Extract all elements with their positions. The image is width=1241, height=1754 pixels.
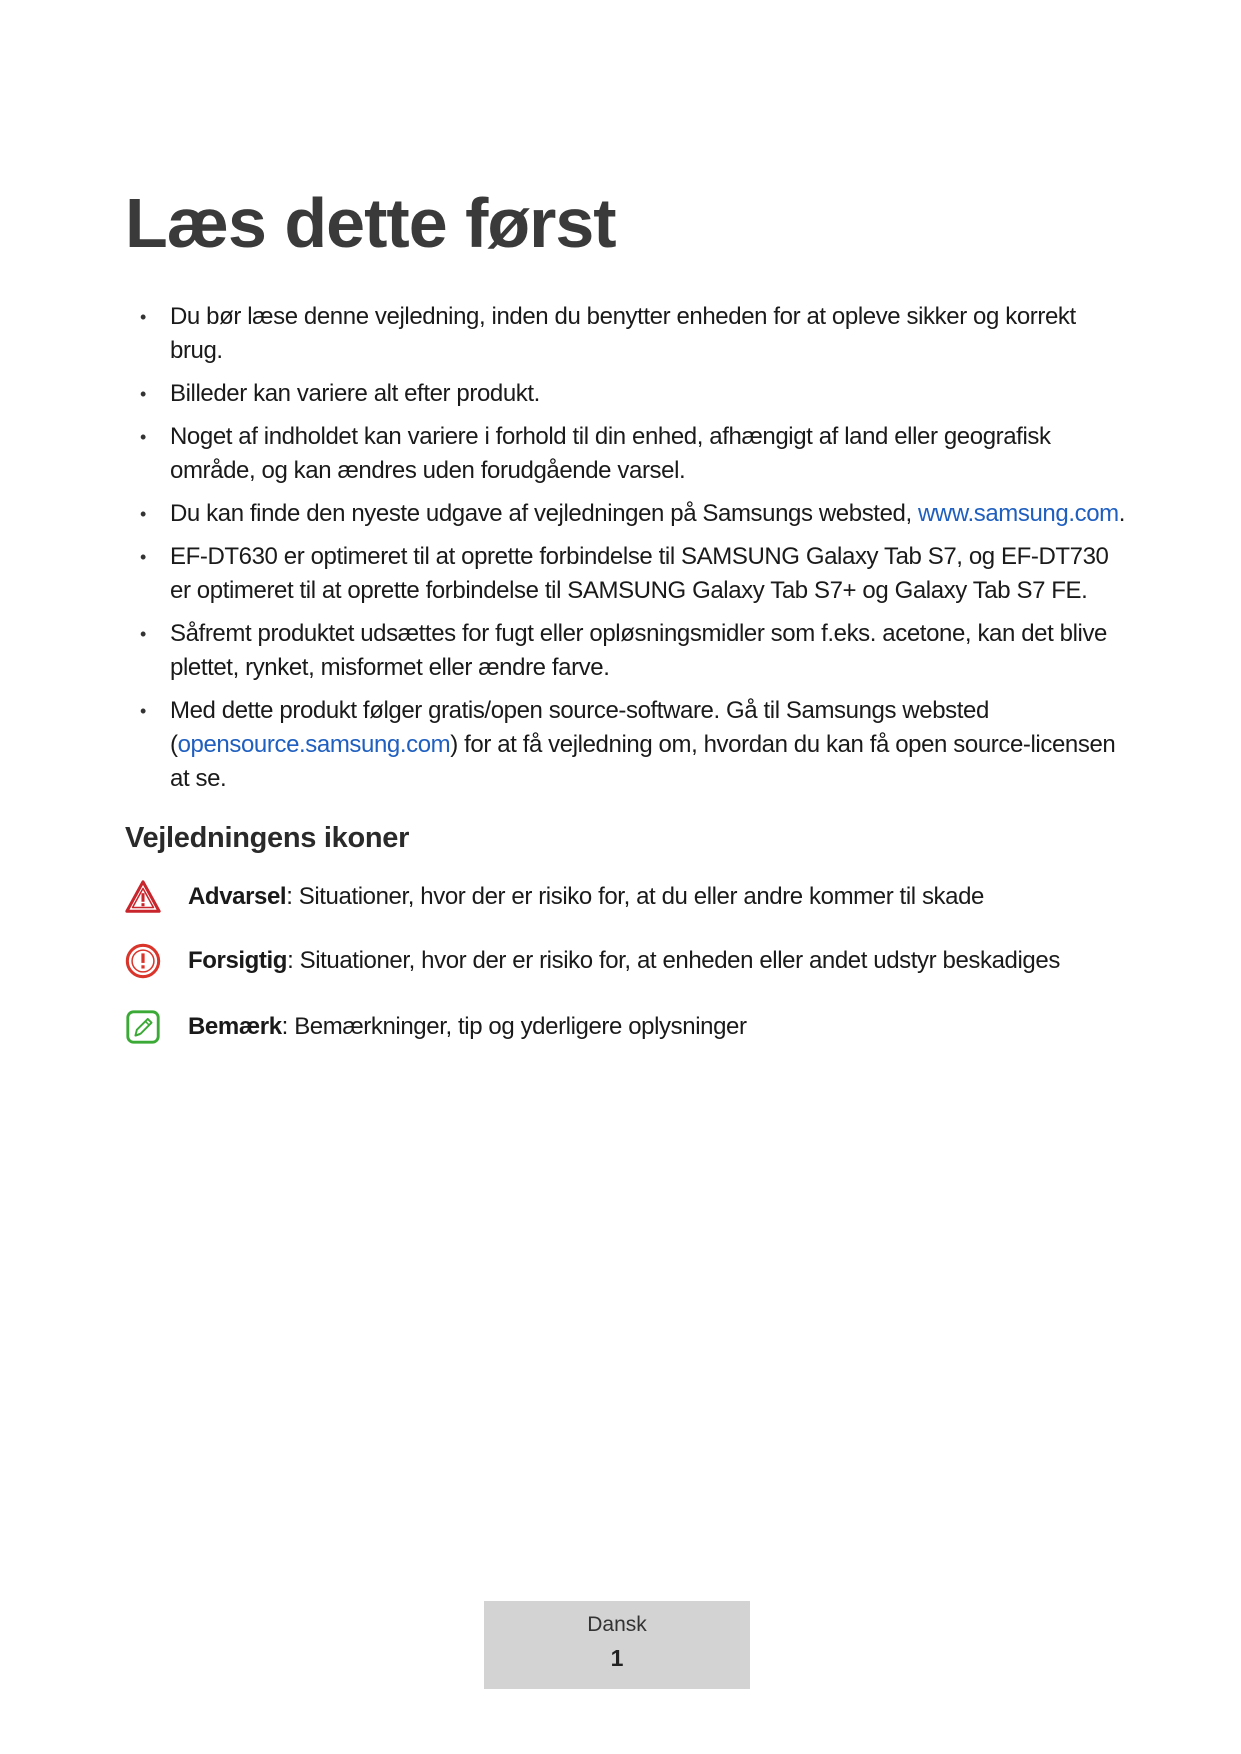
bullet-item-7 — [140, 694, 1130, 796]
note-description — [188, 1013, 747, 1041]
bullet-text-pre: Du kan finde den nyeste udgave af vejledningen på Samsungs websted, — [170, 500, 918, 527]
intro-bullet-list — [140, 300, 1130, 805]
bullet-item-3 — [140, 420, 1130, 488]
icons-section-title: Vejledningens ikoner — [125, 822, 410, 854]
bullet-item-5 — [140, 540, 1130, 608]
bullet-text-post: . — [1118, 500, 1126, 527]
icon-row-warning — [124, 878, 984, 916]
caution-circle-icon — [124, 942, 162, 980]
note-pencil-icon — [124, 1008, 162, 1046]
bullet-dot-icon: • — [140, 701, 146, 721]
bullet-item-1 — [140, 300, 1130, 368]
page-footer — [484, 1601, 750, 1689]
warning-label: Advarsel — [188, 883, 287, 910]
bullet-text: Såfremt produktet udsættes for fugt eller opløsningsmidler som f.eks. acetone, kan det blive plettet, rynket, misformet eller ændre farve. — [170, 620, 1108, 681]
warning-triangle-icon — [124, 878, 162, 916]
bullet-text-pre: Med dette produkt følger gratis/open source-software. Gå til Samsungs websted ( — [170, 697, 989, 758]
bullet-item-6 — [140, 617, 1130, 685]
opensource-website-link[interactable]: opensource.samsung.com — [177, 731, 451, 758]
bullet-text: Billeder kan variere alt efter produkt. — [170, 380, 540, 407]
bullet-item-4 — [140, 497, 1130, 531]
footer-language: Dansk — [587, 1613, 647, 1636]
bullet-text: Du bør læse denne vejledning, inden du benytter enheden for at opleve sikker og korrekt brug. — [170, 303, 1076, 364]
caution-text: : Situationer, hvor der er risiko for, at enheden eller andet udstyr beskadiges — [287, 947, 1060, 974]
bullet-dot-icon: • — [140, 547, 146, 567]
bullet-item-2 — [140, 377, 1130, 411]
samsung-website-link[interactable]: www.samsung.com — [918, 500, 1119, 527]
bullet-dot-icon: • — [140, 384, 146, 404]
note-label: Bemærk — [188, 1013, 282, 1040]
page-title: Læs dette først — [125, 184, 616, 262]
warning-description — [188, 883, 984, 911]
warning-text: : Situationer, hvor der er risiko for, at du eller andre kommer til skade — [286, 883, 984, 910]
footer-page-number: 1 — [610, 1645, 624, 1671]
bullet-text: Noget af indholdet kan variere i forhold til din enhed, afhængigt af land eller geografisk område, og kan ændres uden forudgående varsel. — [170, 423, 1051, 484]
caution-description — [188, 947, 1060, 975]
bullet-text: EF-DT630 er optimeret til at oprette forbindelse til SAMSUNG Galaxy Tab S7, og EF-DT730 er optimeret til at oprette forbindelse til SAMSUNG Galaxy Tab S7+ og Galaxy Tab S7 FE. — [170, 543, 1109, 604]
bullet-dot-icon: • — [140, 427, 146, 447]
caution-label: Forsigtig — [188, 947, 288, 974]
bullet-dot-icon: • — [140, 504, 146, 524]
icon-row-caution — [124, 942, 1060, 980]
bullet-dot-icon: • — [140, 307, 146, 327]
bullet-text-post: ) for at få vejledning om, hvordan du kan få open source-licensen at se. — [170, 731, 1116, 792]
note-text: : Bemærkninger, tip og yderligere oplysninger — [281, 1013, 747, 1040]
icon-row-note — [124, 1008, 747, 1046]
bullet-dot-icon: • — [140, 624, 146, 644]
